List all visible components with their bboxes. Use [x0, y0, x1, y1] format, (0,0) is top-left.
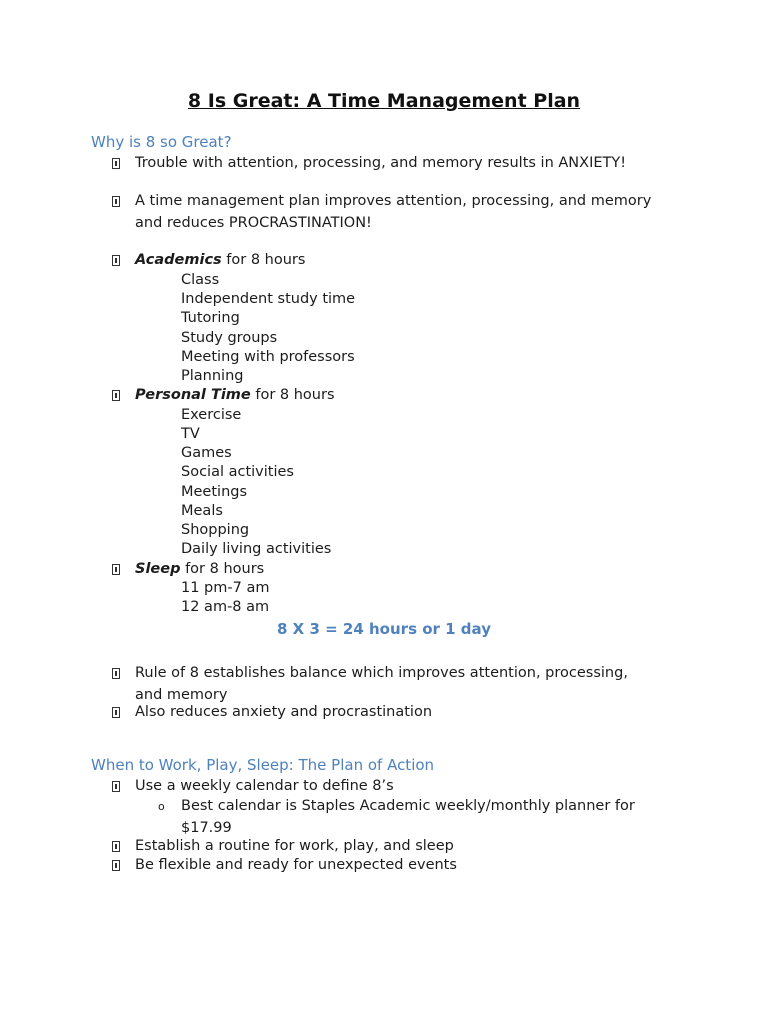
personal-time-label: Personal Time [135, 387, 251, 403]
bullet-icon [112, 841, 120, 852]
bullet-icon [112, 707, 120, 718]
bullet-text: Rule of 8 establishes balance which improves attention, processing, [135, 665, 628, 681]
bullet-icon [112, 781, 120, 792]
academics-item: Meeting with professors [181, 349, 355, 365]
personal-item: Games [181, 445, 232, 461]
sleep-item: 12 am-8 am [181, 599, 270, 615]
sub-bullet-text: Best calendar is Staples Academic weekly/monthly planner for [181, 798, 635, 814]
bullet-text: Establish a routine for work, play, and sleep [135, 838, 454, 854]
personal-item: Meetings [181, 484, 248, 500]
bullet-icon [112, 668, 120, 679]
bullet-icon [112, 564, 120, 575]
academics-item: Study groups [181, 330, 278, 346]
bullet-text: Trouble with attention, processing, and memory results in ANXIETY! [135, 155, 627, 171]
bullet-icon [112, 158, 120, 169]
personal-item: Meals [181, 503, 223, 519]
section-heading-why: Why is 8 so Great? [91, 133, 232, 151]
personal-item: Exercise [181, 407, 242, 423]
sleep-label: Sleep [135, 561, 181, 577]
bullet-icon [112, 196, 120, 207]
sleep-line [135, 559, 264, 579]
bullet-text-continued: and reduces PROCRASTINATION! [135, 215, 372, 231]
academics-suffix: for 8 hours [221, 252, 306, 268]
personal-item: Shopping [181, 522, 250, 538]
personal-item: TV [181, 426, 200, 442]
academics-label: Academics [135, 252, 222, 268]
bullet-text: Be flexible and ready for unexpected events [135, 857, 457, 873]
page-title: 8 Is Great: A Time Management Plan [187, 90, 581, 112]
academics-item: Class [181, 272, 220, 288]
academics-item: Planning [181, 368, 244, 384]
bullet-icon [112, 255, 120, 266]
academics-item: Tutoring [181, 310, 240, 326]
personal-time-suffix: for 8 hours [250, 387, 335, 403]
personal-item: Daily living activities [181, 541, 332, 557]
formula-text: 8 X 3 = 24 hours or 1 day [277, 620, 491, 638]
bullet-text-continued: and memory [135, 687, 228, 703]
academics-line [135, 250, 305, 270]
sleep-suffix: for 8 hours [180, 561, 265, 577]
personal-time-line [135, 385, 335, 405]
bullet-text: Also reduces anxiety and procrastination [135, 704, 433, 720]
sub-bullet-icon: o [158, 800, 165, 813]
personal-item: Social activities [181, 464, 294, 480]
section-heading-plan: When to Work, Play, Sleep: The Plan of Action [91, 756, 435, 774]
bullet-text: Use a weekly calendar to define 8’s [135, 778, 394, 794]
sleep-item: 11 pm-7 am [181, 580, 270, 596]
academics-item: Independent study time [181, 291, 356, 307]
bullet-text: A time management plan improves attention, processing, and memory [135, 193, 652, 209]
bullet-icon [112, 860, 120, 871]
bullet-icon [112, 390, 120, 401]
sub-bullet-text-continued: $17.99 [181, 820, 232, 836]
